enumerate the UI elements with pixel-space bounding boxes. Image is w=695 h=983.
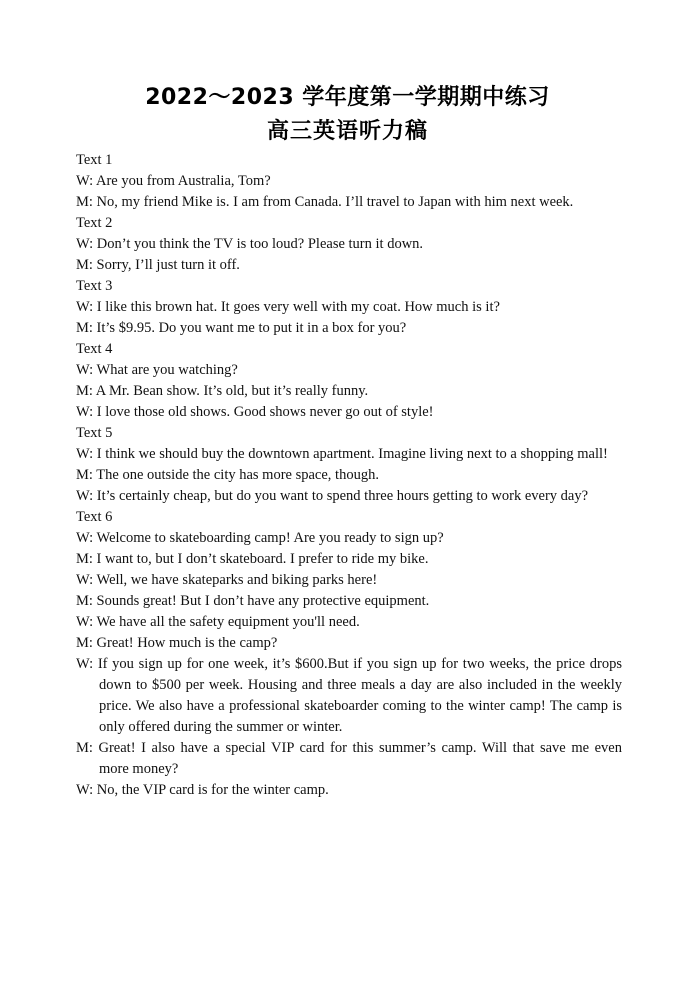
dialogue-line: M: No, my friend Mike is. I am from Canada. I’ll travel to Japan with him next week. xyxy=(76,194,574,210)
dialogue-line: M: It’s $9.95. Do you want me to put it in a box for you? xyxy=(76,320,407,336)
dialogue-line: M: Great! I also have a special VIP card for this summer’s camp. Will that save me even more money? xyxy=(76,740,622,777)
dialogue-line: W: I like this brown hat. It goes very well with my coat. How much is it? xyxy=(76,299,500,315)
text-heading: Text 3 xyxy=(76,278,113,294)
dialogue-line: M: Great! How much is the camp? xyxy=(76,635,278,651)
dialogue-line: W: Are you from Australia, Tom? xyxy=(76,173,271,189)
dialogue-line: M: Sorry, I’ll just turn it off. xyxy=(76,257,240,273)
dialogue-line: W: It’s certainly cheap, but do you want to spend three hours getting to work every day? xyxy=(76,488,589,504)
dialogue-line: W: If you sign up for one week, it’s $600.But if you sign up for two weeks, the price drops down to $500 per week. Housing and three meals a day are also included in the weekly price. We also have a professional skateboarder coming to the winter camp! The camp is only offered during the summer or winter. xyxy=(76,656,622,735)
dialogue-line: M: The one outside the city has more space, though. xyxy=(76,467,379,483)
dialogue-line: W: We have all the safety equipment you'll need. xyxy=(76,614,360,630)
text-heading: Text 1 xyxy=(76,152,113,168)
text-heading: Text 4 xyxy=(76,341,113,357)
dialogue-line: M: A Mr. Bean show. It’s old, but it’s really funny. xyxy=(76,383,369,399)
document-title: 2022～2023 学年度第一学期期中练习 xyxy=(145,85,550,110)
dialogue-line: W: No, the VIP card is for the winter camp. xyxy=(76,782,329,798)
dialogue-line: W: Welcome to skateboarding camp! Are you ready to sign up? xyxy=(76,530,444,546)
dialogue-line: W: Don’t you think the TV is too loud? Please turn it down. xyxy=(76,236,424,252)
text-heading: Text 5 xyxy=(76,425,113,441)
dialogue-line: M: Sounds great! But I don’t have any protective equipment. xyxy=(76,593,430,609)
dialogue-line: W: What are you watching? xyxy=(76,362,238,378)
transcript-body xyxy=(76,150,622,801)
document-subtitle: 高三英语听力稿 xyxy=(266,119,428,144)
dialogue-line: W: I love those old shows. Good shows never go out of style! xyxy=(76,404,434,420)
dialogue-line: W: Well, we have skateparks and biking parks here! xyxy=(76,572,378,588)
dialogue-line: M: I want to, but I don’t skateboard. I prefer to ride my bike. xyxy=(76,551,429,567)
text-heading: Text 6 xyxy=(76,509,113,525)
text-heading: Text 2 xyxy=(76,215,113,231)
dialogue-line: W: I think we should buy the downtown apartment. Imagine living next to a shopping mall! xyxy=(76,446,608,462)
